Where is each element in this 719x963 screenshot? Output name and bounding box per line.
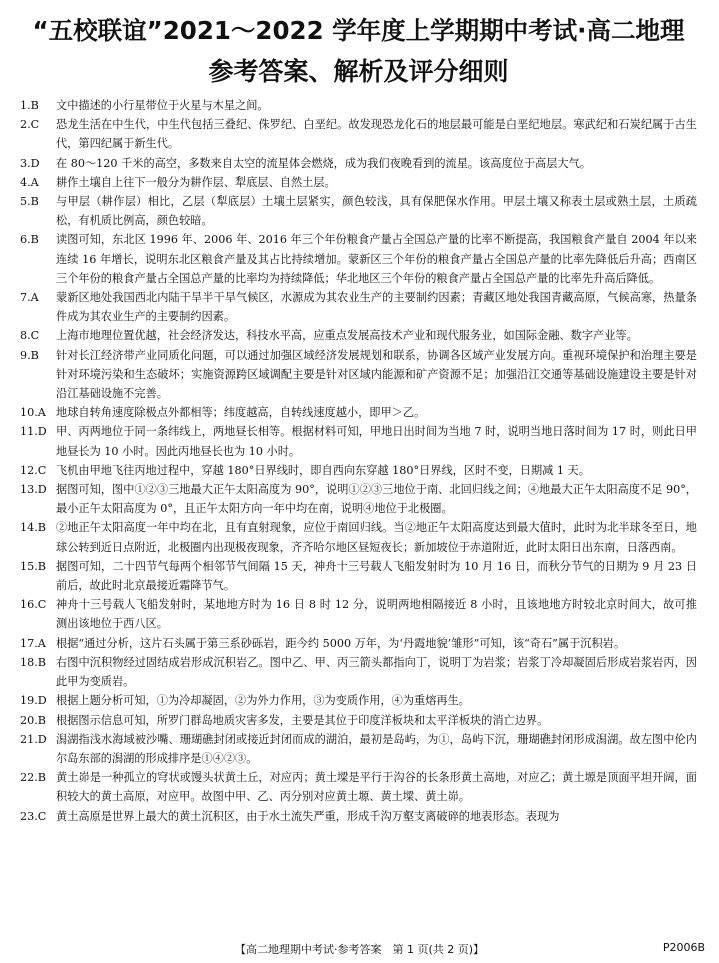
answer-item [20, 595, 697, 633]
answer-number: 23.C [20, 809, 47, 823]
answer-item [20, 326, 697, 345]
answer-explanation: 蒙新区地处我国西北内陆干旱半干旱气候区，水源成为其农业生产的主要制约因素；青藏区地处我国青藏高原，气候高寒，热量条件成为其农业生产的主要制约因素。 [56, 291, 697, 324]
answer-subtitle: 参考答案、解析及评分细则 [208, 57, 509, 86]
answer-number: 3.D [20, 156, 40, 170]
answer-explanation: 地球自转角速度除极点外都相等；纬度越高，自转线速度越小，即甲＞乙。 [56, 406, 426, 420]
answer-explanation: 恐龙生活在中生代，中生代包括三叠纪、侏罗纪、白垩纪。故发现恐龙化石的地层最可能是白垩纪地层。寒武纪和石炭纪属于古生代，第四纪属于新生代。 [56, 118, 697, 151]
answer-item [20, 480, 697, 518]
answer-explanation: 据图可知，二十四节气每两个相邻节气间隔 15 天，神舟十三号载人飞船发射时为 10 月 16 日，而秋分节气的日期为 9 月 23 日前后，故此时北京最接近霜降节气。 [56, 559, 697, 593]
answer-number: 12.C [20, 463, 47, 477]
answer-number: 1.B [20, 99, 39, 112]
answer-number: 11.D [20, 425, 47, 439]
answer-explanation: 潟湖指浅水海域被沙嘴、珊瑚礁封闭或接近封闭而成的湖泊，最初是岛屿，为①，岛屿下沉，珊瑚礁封闭形成潟湖。故左图中伦内尔岛东部的潟湖的形成排序是①④②③。 [56, 732, 697, 765]
answer-item [20, 346, 697, 404]
answer-item [20, 691, 697, 710]
answer-item [20, 230, 697, 288]
answer-item [20, 173, 697, 192]
answer-number: 17.A [20, 636, 46, 650]
answer-item [20, 192, 697, 230]
answer-explanation: 神舟十三号载人飞船发射时，某地地方时为 16 日 8 时 12 分，说明两地相隔接近 8 小时，且该地地方时较北京时间大，故可推测出该地位于西八区。 [56, 598, 697, 631]
answer-item [20, 807, 697, 826]
answer-explanation: 黄土高原是世界上最大的黄土沉积区，由于水土流失严重，形成千沟万壑支离破碎的地表形态。表现为 [56, 809, 560, 823]
answer-explanation: 上海市地理位置优越，社会经济发达，科技水平高，应重点发展高技术产业和现代服务业，如国际金融、数字产业等。 [56, 329, 638, 343]
answer-item [20, 518, 697, 556]
answer-explanation: 根据上题分析可知，①为冷却凝固，②为外力作用，③为变质作用，④为重熔再生。 [56, 694, 470, 708]
answer-item [20, 634, 697, 653]
answer-item [20, 557, 697, 595]
answer-list [20, 96, 697, 826]
answer-number: 2.C [20, 118, 40, 132]
answer-number: 21.D [20, 732, 47, 746]
answer-number: 10.A [20, 406, 46, 420]
answer-explanation: 文中描述的小行星带位于火星与木星之间。 [56, 99, 269, 112]
answer-explanation: 根据“通过分析，这片石头属于第三系砂砾岩，距今约 5000 万年，为‘丹霞地貌’雏形”可知，该“奇石”属于沉积岩。 [56, 636, 626, 650]
answer-explanation: 根据图示信息可知，所罗门群岛地质灾害多发，主要是其位于印度洋板块和太平洋板块的消亡边界。 [56, 713, 549, 727]
answer-number: 20.B [20, 713, 47, 727]
answer-item [20, 288, 697, 326]
answer-number: 13.D [20, 483, 47, 497]
answer-number: 6.B [20, 233, 39, 247]
answer-explanation: 右图中沉积物经过固结成岩形成沉积岩乙。图中乙、甲、丙三箭头都指向丁，说明丁为岩浆；岩浆丁冷却凝固后形成岩浆岩丙，因此甲为变质岩。 [56, 655, 697, 689]
answer-number: 8.C [20, 329, 40, 343]
answer-number: 7.A [20, 291, 39, 305]
answer-number: 5.B [20, 195, 39, 209]
answer-number: 9.B [20, 348, 39, 362]
exam-title: “五校联谊”2021～2022 学年度上学期期中考试·高二地理 [32, 16, 685, 45]
answer-explanation: 针对长江经济带产业同质化问题，可以通过加强区域经济发展规划和联系，协调各区域产业发展方向。重视环境保护和治理主要是针对环境污染和生态破坏；实施资源跨区域调配主要是针对区域内能源和矿产资源不足；加强沿江交通等基础设施建设主要是针对沿江基础设施不完善。 [56, 348, 697, 401]
answer-item [20, 461, 697, 480]
answer-explanation: ②地正午太阳高度一年中均在北，且有直射现象，应位于南回归线。当②地正午太阳高度达到最大值时，此时为北半球冬至日，地球公转到近日点附近，北极圈内出现极夜现象，齐齐哈尔地区昼短夜长；新加坡位于赤道附近，此时太阳日出东南，日落西南。 [56, 521, 697, 554]
answer-number: 15.B [20, 559, 47, 573]
footer-code: P2006B [662, 941, 705, 954]
answer-explanation: 甲、丙两地位于同一条纬线上，两地昼长相等。根据材料可知，甲地日出时间为当地 7 时，说明当地日落时间为 17 时，则此日甲地昼长为 10 小时。因此丙地昼长也为 10 小时。 [56, 425, 697, 458]
answer-item [20, 154, 697, 173]
answer-explanation: 耕作土壤自上往下一般分为耕作层、犁底层、自然土层。 [56, 175, 336, 189]
answer-explanation: 据图可知，图中①②③三地最大正午太阳高度为 90°，说明①②③三地位于南、北回归线之间；④地最大正午太阳高度不足 90°，最小正午太阳高度为 0°，且正午太阳方向一年中均在南，说明④地位于北极圈。 [56, 483, 697, 516]
answer-number: 4.A [20, 175, 39, 189]
footer-page-info: 【高二地理期中考试·参考答案 第 1 页(共 2 页)】 [234, 943, 485, 956]
answer-explanation: 黄土峁是一种孤立的穹状或馒头状黄土丘，对应丙；黄土墚是平行于沟谷的长条形黄土高地，对应乙；黄土塬是顶面平坦开阔，面积较大的黄土高原，对应甲。故图中甲、乙、丙分别对应黄土塬、黄土墚、黄土峁。 [56, 771, 697, 804]
answer-number: 14.B [20, 521, 47, 535]
answer-item [20, 711, 697, 730]
answer-number: 16.C [20, 598, 47, 612]
answer-number: 19.D [20, 694, 47, 708]
answer-number: 22.B [20, 771, 47, 785]
answer-item [20, 768, 697, 806]
answer-item [20, 653, 697, 691]
answer-item [20, 403, 697, 422]
answer-item [20, 422, 697, 460]
answer-item [20, 730, 697, 768]
answer-explanation: 飞机由甲地飞往丙地过程中，穿越 180°日界线时，即自西向东穿越 180°日界线，区时不变，日期减 1 天。 [56, 463, 590, 477]
answer-explanation: 与甲层（耕作层）相比，乙层（犁底层）土壤土层紧实，颜色较浅，具有保肥保水作用。甲层土壤又称表土层或熟土层，土质疏松，有机质比例高，颜色较暗。 [56, 195, 697, 228]
answer-item [20, 115, 697, 153]
answer-explanation: 读图可知，东北区 1996 年、2006 年、2016 年三个年份粮食产量占全国总产量的比率不断提高，我国粮食产量自 2004 年以来连续 16 年增长，说明东北区粮食产量及其占比持续增加。蒙新区三个年份的粮食产量占全国总产量的比率先降低后升高；西南区三个年份的粮食产量占全国总产量的比率均为持续降低；华北地区三个年份的粮食产量占全国总产量的比率先升高后降低。 [56, 233, 697, 285]
answer-explanation: 在 80～120 千米的高空，多数来自太空的流星体会燃烧，成为我们夜晚看到的流星。该高度位于高层大气。 [56, 156, 591, 170]
answer-item [20, 96, 697, 115]
answer-number: 18.B [20, 655, 47, 669]
